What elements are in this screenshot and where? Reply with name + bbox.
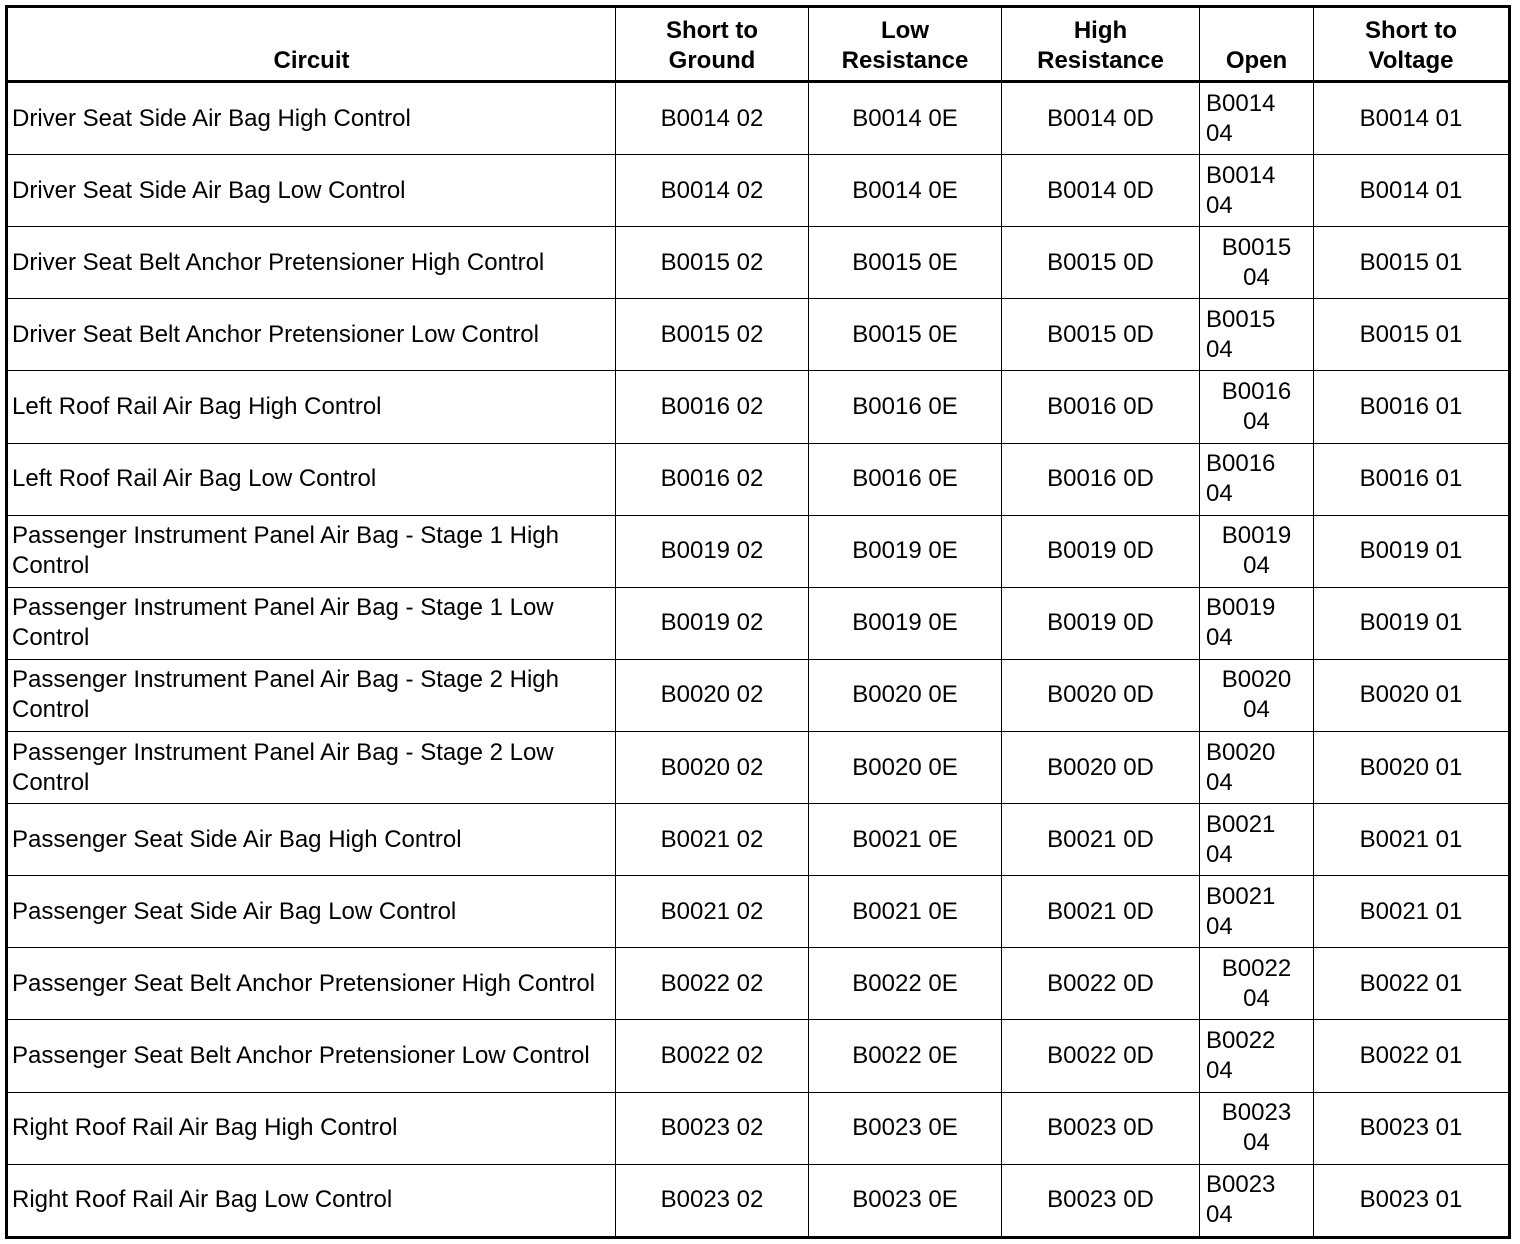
cell-circuit: Driver Seat Belt Anchor Pretensioner Low Control: [7, 299, 616, 371]
cell-short-to-voltage: B0015 01: [1314, 299, 1510, 371]
table-row: [7, 227, 1510, 299]
cell-short-to-ground: B0023 02: [616, 1092, 809, 1164]
cell-circuit: Left Roof Rail Air Bag Low Control: [7, 443, 616, 515]
cell-low-resistance: B0014 0E: [809, 82, 1002, 155]
table-row: [7, 876, 1510, 948]
cell-high-resistance: B0021 0D: [1002, 876, 1200, 948]
open-code-line: B0014: [1206, 89, 1276, 117]
cell-short-to-ground: B0014 02: [616, 155, 809, 227]
cell-high-resistance: B0020 0D: [1002, 659, 1200, 731]
open-code-line: 04: [1206, 480, 1233, 508]
table-row: [7, 1020, 1510, 1092]
header-high-resistance: High Resistance: [1002, 7, 1200, 82]
cell-high-resistance: B0014 0D: [1002, 155, 1200, 227]
cell-short-to-voltage: B0019 01: [1314, 515, 1510, 587]
table-row: [7, 1092, 1510, 1164]
cell-circuit: Passenger Instrument Panel Air Bag - Stage 1 High Control: [7, 515, 616, 587]
open-code-line: B0014: [1206, 161, 1276, 189]
cell-open: [1200, 1020, 1314, 1092]
cell-circuit: Right Roof Rail Air Bag High Control: [7, 1092, 616, 1164]
header-low-resistance: Low Resistance: [809, 7, 1002, 82]
open-code-line: B0016: [1206, 450, 1276, 478]
table-row: [7, 371, 1510, 443]
cell-high-resistance: B0015 0D: [1002, 227, 1200, 299]
cell-open: [1200, 299, 1314, 371]
open-code-line: B0015: [1221, 233, 1292, 261]
table-row: [7, 299, 1510, 371]
cell-short-to-ground: B0022 02: [616, 1020, 809, 1092]
dtc-table: [5, 5, 1511, 1239]
cell-short-to-voltage: B0014 01: [1314, 82, 1510, 155]
cell-high-resistance: B0019 0D: [1002, 587, 1200, 659]
cell-open: [1200, 227, 1314, 299]
cell-low-resistance: B0020 0E: [809, 659, 1002, 731]
open-code-line: B0016: [1221, 378, 1292, 405]
header-circuit: Circuit: [7, 7, 616, 82]
cell-circuit: Right Roof Rail Air Bag Low Control: [7, 1164, 616, 1237]
cell-open: [1200, 948, 1314, 1020]
open-code-line: 04: [1206, 1056, 1233, 1084]
cell-short-to-voltage: B0020 01: [1314, 659, 1510, 731]
cell-short-to-voltage: B0023 01: [1314, 1164, 1510, 1237]
cell-high-resistance: B0023 0D: [1002, 1164, 1200, 1237]
cell-open: [1200, 1164, 1314, 1237]
cell-short-to-voltage: B0023 01: [1314, 1092, 1510, 1164]
cell-circuit: Passenger Instrument Panel Air Bag - Stage 1 Low Control: [7, 587, 616, 659]
open-code-line: B0019: [1206, 594, 1276, 622]
cell-circuit: Passenger Seat Belt Anchor Pretensioner Low Control: [7, 1020, 616, 1092]
cell-short-to-ground: B0019 02: [616, 515, 809, 587]
open-code-line: 04: [1243, 984, 1270, 1012]
open-code-line: 04: [1206, 768, 1233, 796]
cell-low-resistance: B0016 0E: [809, 371, 1002, 443]
open-code-line: 04: [1206, 191, 1233, 219]
cell-circuit: Driver Seat Belt Anchor Pretensioner High Control: [7, 227, 616, 299]
cell-circuit: Left Roof Rail Air Bag High Control: [7, 371, 616, 443]
cell-low-resistance: B0020 0E: [809, 732, 1002, 804]
cell-short-to-voltage: B0022 01: [1314, 948, 1510, 1020]
open-code-line: B0020: [1221, 666, 1292, 694]
cell-short-to-voltage: B0015 01: [1314, 227, 1510, 299]
table-row: [7, 82, 1510, 155]
table-row: [7, 804, 1510, 876]
cell-short-to-ground: B0015 02: [616, 299, 809, 371]
cell-short-to-voltage: B0022 01: [1314, 1020, 1510, 1092]
cell-short-to-voltage: B0021 01: [1314, 804, 1510, 876]
table-row: [7, 659, 1510, 731]
cell-circuit: Passenger Instrument Panel Air Bag - Stage 2 Low Control: [7, 732, 616, 804]
cell-short-to-ground: B0022 02: [616, 948, 809, 1020]
cell-short-to-voltage: B0021 01: [1314, 876, 1510, 948]
cell-high-resistance: B0023 0D: [1002, 1092, 1200, 1164]
cell-circuit: Driver Seat Side Air Bag High Control: [7, 82, 616, 155]
open-code-line: B0020: [1206, 738, 1276, 766]
cell-open: [1200, 659, 1314, 731]
cell-low-resistance: B0021 0E: [809, 804, 1002, 876]
cell-low-resistance: B0019 0E: [809, 515, 1002, 587]
cell-open: [1200, 804, 1314, 876]
cell-low-resistance: B0023 0E: [809, 1164, 1002, 1237]
open-code-line: 04: [1243, 263, 1270, 291]
cell-low-resistance: B0015 0E: [809, 227, 1002, 299]
cell-circuit: Passenger Instrument Panel Air Bag - Stage 2 High Control: [7, 659, 616, 731]
cell-short-to-ground: B0021 02: [616, 876, 809, 948]
open-code-line: B0021: [1206, 810, 1276, 838]
open-code-line: B0015: [1206, 305, 1276, 333]
open-code-line: 04: [1243, 696, 1270, 724]
open-code-line: 04: [1206, 1201, 1233, 1229]
cell-high-resistance: B0014 0D: [1002, 82, 1200, 155]
header-row: [7, 7, 1510, 82]
cell-short-to-voltage: B0014 01: [1314, 155, 1510, 227]
cell-open: [1200, 1092, 1314, 1164]
table-row: [7, 155, 1510, 227]
open-code-line: 04: [1206, 335, 1233, 363]
cell-low-resistance: B0019 0E: [809, 587, 1002, 659]
cell-circuit: Passenger Seat Side Air Bag Low Control: [7, 876, 616, 948]
cell-low-resistance: B0016 0E: [809, 443, 1002, 515]
cell-short-to-voltage: B0020 01: [1314, 732, 1510, 804]
open-code-line: 04: [1243, 552, 1270, 580]
open-code-line: 04: [1206, 119, 1233, 147]
cell-low-resistance: B0021 0E: [809, 876, 1002, 948]
cell-open: [1200, 732, 1314, 804]
header-open: Open: [1200, 7, 1314, 82]
cell-low-resistance: B0022 0E: [809, 1020, 1002, 1092]
cell-short-to-ground: B0014 02: [616, 82, 809, 155]
table-row: [7, 948, 1510, 1020]
cell-open: [1200, 371, 1314, 443]
cell-high-resistance: B0022 0D: [1002, 948, 1200, 1020]
cell-high-resistance: B0016 0D: [1002, 371, 1200, 443]
cell-short-to-ground: B0020 02: [616, 732, 809, 804]
cell-open: [1200, 82, 1314, 155]
cell-short-to-ground: B0020 02: [616, 659, 809, 731]
cell-circuit: Passenger Seat Side Air Bag High Control: [7, 804, 616, 876]
open-code-line: 04: [1206, 912, 1233, 940]
cell-short-to-voltage: B0016 01: [1314, 371, 1510, 443]
cell-short-to-voltage: B0016 01: [1314, 443, 1510, 515]
cell-circuit: Driver Seat Side Air Bag Low Control: [7, 155, 616, 227]
table-row: [7, 587, 1510, 659]
open-code-line: 04: [1206, 840, 1233, 868]
open-code-line: B0023: [1206, 1171, 1276, 1199]
cell-high-resistance: B0019 0D: [1002, 515, 1200, 587]
cell-high-resistance: B0016 0D: [1002, 443, 1200, 515]
header-short-to-ground: Short to Ground: [616, 7, 809, 82]
table-row: [7, 443, 1510, 515]
table-row: [7, 515, 1510, 587]
cell-open: [1200, 876, 1314, 948]
open-code-line: B0022: [1206, 1026, 1276, 1054]
cell-low-resistance: B0022 0E: [809, 948, 1002, 1020]
open-code-line: B0021: [1206, 882, 1276, 910]
table-body: [7, 82, 1510, 1238]
cell-low-resistance: B0014 0E: [809, 155, 1002, 227]
cell-short-to-ground: B0016 02: [616, 371, 809, 443]
open-code-line: 04: [1243, 408, 1270, 435]
cell-circuit: Passenger Seat Belt Anchor Pretensioner High Control: [7, 948, 616, 1020]
cell-short-to-ground: B0021 02: [616, 804, 809, 876]
cell-short-to-ground: B0023 02: [616, 1164, 809, 1237]
open-code-line: 04: [1243, 1129, 1270, 1157]
cell-high-resistance: B0015 0D: [1002, 299, 1200, 371]
cell-low-resistance: B0023 0E: [809, 1092, 1002, 1164]
table-row: [7, 732, 1510, 804]
cell-short-to-ground: B0019 02: [616, 587, 809, 659]
open-code-line: B0022: [1221, 954, 1292, 982]
cell-short-to-ground: B0016 02: [616, 443, 809, 515]
cell-high-resistance: B0022 0D: [1002, 1020, 1200, 1092]
open-code-line: B0019: [1221, 522, 1292, 550]
cell-high-resistance: B0020 0D: [1002, 732, 1200, 804]
header-short-to-voltage: Short to Voltage: [1314, 7, 1510, 82]
cell-open: [1200, 443, 1314, 515]
cell-open: [1200, 515, 1314, 587]
cell-open: [1200, 155, 1314, 227]
cell-high-resistance: B0021 0D: [1002, 804, 1200, 876]
cell-low-resistance: B0015 0E: [809, 299, 1002, 371]
cell-open: [1200, 587, 1314, 659]
cell-short-to-ground: B0015 02: [616, 227, 809, 299]
open-code-line: B0023: [1221, 1099, 1292, 1127]
open-code-line: 04: [1206, 624, 1233, 652]
table-row: [7, 1164, 1510, 1237]
cell-short-to-voltage: B0019 01: [1314, 587, 1510, 659]
